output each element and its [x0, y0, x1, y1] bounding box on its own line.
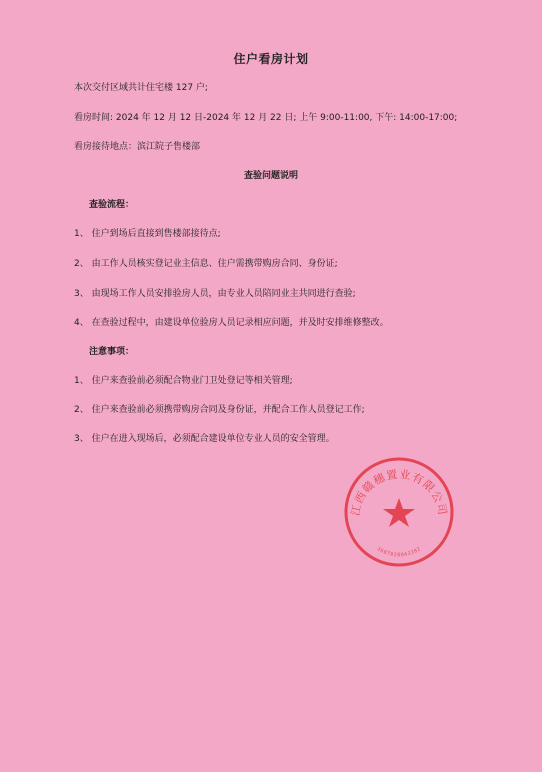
process-item: 3、 由现场工作人员安排验房人员，由专业人员陪同业主共同进行查验; [74, 289, 356, 299]
intro-line-reception-location: 看房接待地点：滨江院子售楼部 [74, 142, 201, 152]
process-item: 2、 由工作人员核实登记业主信息、住户需携带购房合同、身份证; [74, 259, 338, 269]
process-item: 4、 在查验过程中，由建设单位验房人员记录相应问题，并及时安排维修整改。 [74, 318, 389, 328]
intro-line-viewing-time: 看房时间: 2024 年 12 月 12 日-2024 年 12 月 22 日; 上午 9:00-11:00, 下午: 14:00-17:00; [74, 113, 458, 123]
seal-star-icon [383, 498, 415, 527]
seal-name-text: 江西赣穗置业有限公司 [348, 467, 450, 517]
notes-item: 2、 住户来查验前必须携带购房合同及身份证，并配合工作人员登记工作; [74, 405, 365, 415]
section-title: 查验问题说明 [243, 171, 298, 181]
notes-heading: 注意事项： [89, 347, 135, 357]
company-seal [342, 455, 456, 569]
svg-text:3607020043382 [376, 546, 423, 558]
process-heading: 查验流程： [89, 200, 135, 210]
notes-item: 3、 住户在进入现场后，必须配合建设单位专业人员的安全管理。 [74, 434, 335, 444]
document-title: 住户看房计划 [233, 52, 309, 66]
notes-item: 1、 住户来查验前必须配合物业门卫处登记等相关管理; [74, 376, 293, 386]
intro-line-households: 本次交付区域共计住宅楼 127 户; [74, 83, 208, 93]
process-item: 1、 住户到场后直接到售楼部接待点; [74, 229, 221, 239]
seal-code-text: 3607020043382 [375, 545, 423, 559]
